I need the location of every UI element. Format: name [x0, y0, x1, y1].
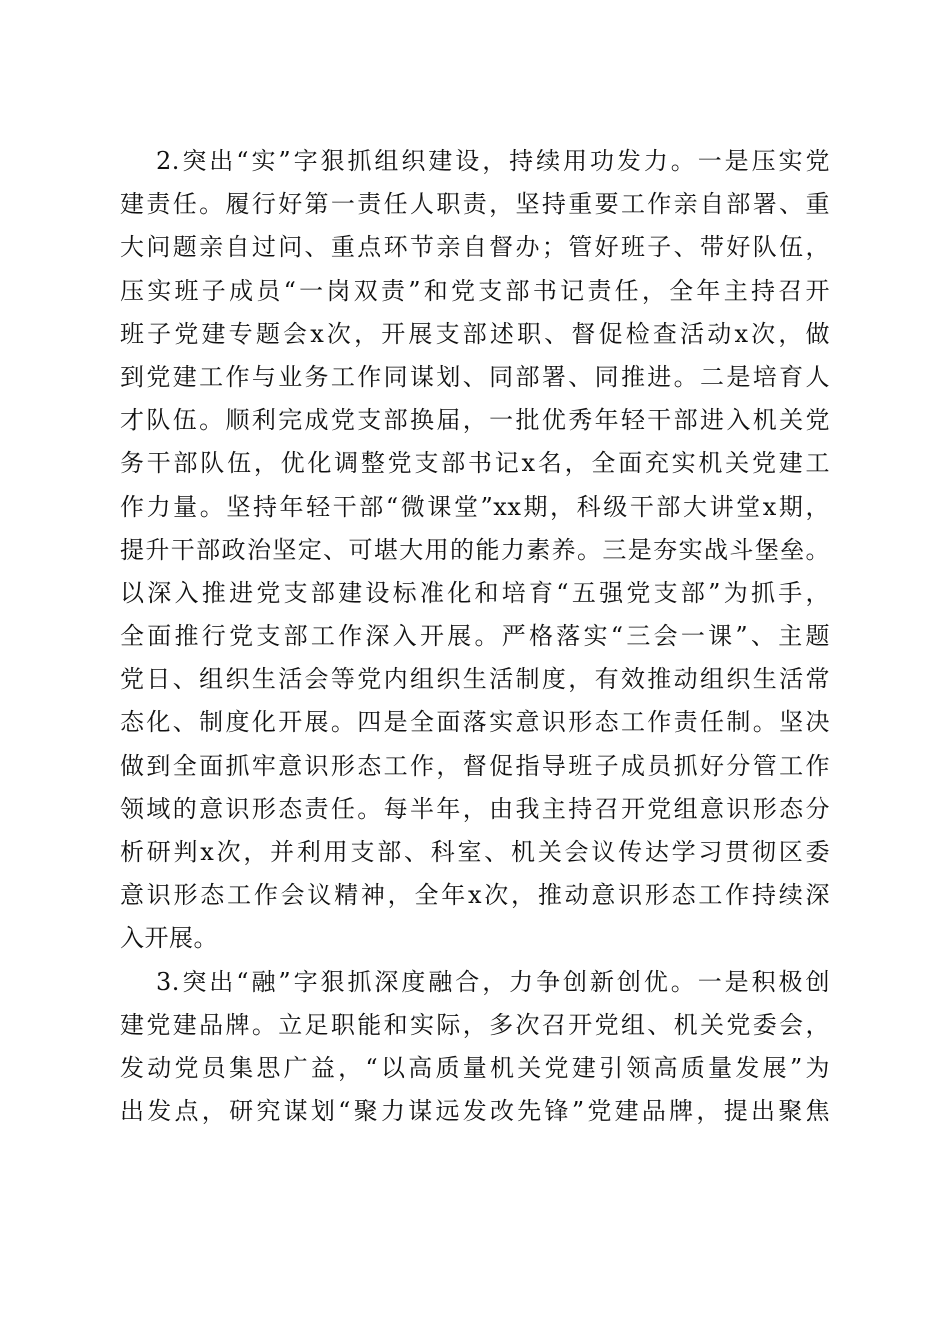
text-line: 党日、组织生活会等党内组织生活制度，有效推动组织生活常: [120, 665, 830, 694]
paragraph-deep-integration: [120, 961, 830, 1134]
text-line: 以深入推进党支部建设标准化和培育“五强党支部”为抓手，: [120, 578, 830, 607]
text-line: 建党建品牌。立足职能和实际，多次召开党组、机关党委会，: [120, 1010, 830, 1039]
text-line: 班子党建专题会x次，开展支部述职、督促检查活动x次，做: [120, 319, 830, 348]
text-line: 到党建工作与业务工作同谋划、同部署、同推进。二是培育人: [120, 362, 830, 391]
text-line: 出发点，研究谋划“聚力谋远发改先锋”党建品牌，提出聚焦: [120, 1097, 830, 1126]
text-line: 析研判x次，并利用支部、科室、机关会议传达学习贯彻区委: [120, 838, 830, 866]
text-line: 压实班子成员“一岗双责”和党支部书记责任，全年主持召开: [120, 276, 830, 305]
text-line: 建责任。履行好第一责任人职责，坚持重要工作亲自部署、重: [120, 190, 830, 219]
text-line: 做到全面抓牢意识形态工作，督促指导班子成员抓好分管工作: [120, 751, 830, 780]
text-line: 2.突出“实”字狠抓组织建设，持续用功发力。一是压实党: [156, 147, 830, 175]
document-body: [120, 140, 830, 1133]
text-line: 入开展。: [120, 924, 218, 953]
text-line: 提升干部政治坚定、可堪大用的能力素养。三是夯实战斗堡垒。: [120, 535, 830, 564]
text-line: 态化、制度化开展。四是全面落实意识形态工作责任制。坚决: [120, 708, 830, 737]
text-line: 作力量。坚持年轻干部“微课堂”xx期，科级干部大讲堂x期，: [120, 492, 830, 521]
text-line: 务干部队伍，优化调整党支部书记x名，全面充实机关党建工: [120, 449, 830, 478]
paragraph-organization-building: [120, 140, 830, 961]
text-line: 领域的意识形态责任。每半年，由我主持召开党组意识形态分: [120, 794, 830, 823]
text-line: 意识形态工作会议精神，全年x次，推动意识形态工作持续深: [120, 881, 830, 910]
text-line: 发动党员集思广益，“以高质量机关党建引领高质量发展”为: [120, 1053, 830, 1082]
text-line: 全面推行党支部工作深入开展。严格落实“三会一课”、主题: [120, 622, 830, 651]
text-line: 大问题亲自过问、重点环节亲自督办；管好班子、带好队伍，: [120, 233, 830, 262]
text-line: 才队伍。顺利完成党支部换届，一批优秀年轻干部进入机关党: [120, 406, 830, 435]
text-line: 3.突出“融”字狠抓深度融合，力争创新创优。一是积极创: [156, 967, 830, 996]
